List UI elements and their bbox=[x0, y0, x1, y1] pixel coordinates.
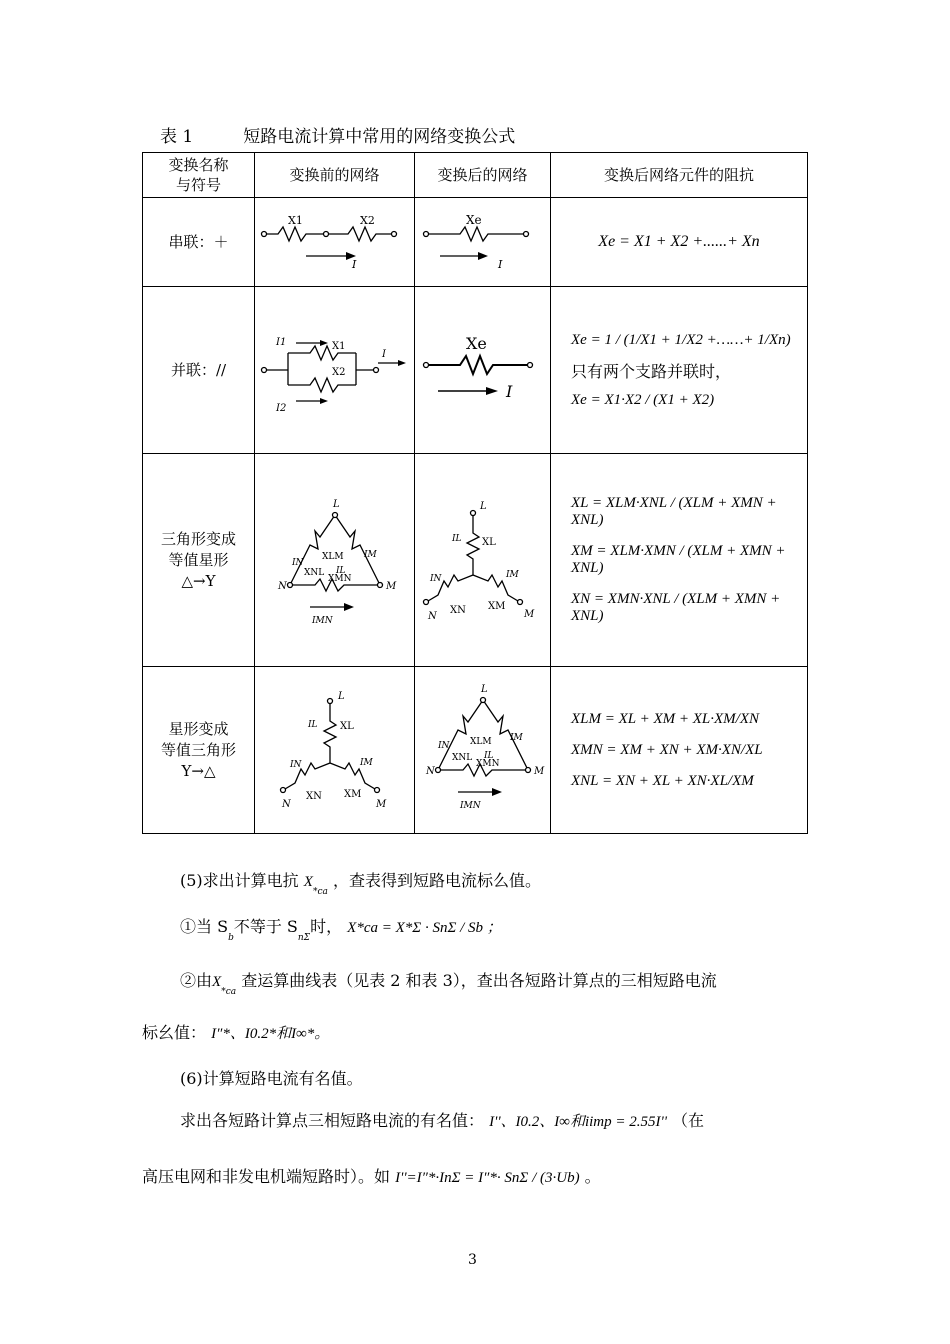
delta-svg bbox=[418, 680, 548, 820]
formula-xlm: XLM = XL + XM + XL·XM/XN bbox=[571, 710, 760, 727]
label-x2: X2 bbox=[359, 214, 375, 227]
p6-text: (6)计算短路电流有名值。 bbox=[180, 1069, 363, 1088]
p5-tail: ，查表得到短路电流标么值。 bbox=[332, 871, 541, 890]
table-row bbox=[143, 667, 808, 834]
header-name-text: 变换名称 与符号 bbox=[168, 156, 229, 194]
p7-a: 求出各短路计算点三相短路电流的有名值： bbox=[180, 1111, 485, 1130]
label-i: I bbox=[381, 349, 386, 360]
delta-star-formulas bbox=[551, 454, 808, 667]
paragraph-c2-line2 bbox=[142, 1020, 329, 1043]
p5-symbol: X bbox=[303, 874, 313, 890]
label-il: IL bbox=[335, 566, 346, 576]
label-l: L bbox=[332, 499, 340, 510]
label-imn: IMN bbox=[311, 616, 333, 626]
header-before: 变换前的网络 bbox=[255, 153, 415, 198]
table-row bbox=[143, 198, 808, 287]
series-before-svg bbox=[256, 212, 414, 272]
label-in: IN bbox=[437, 741, 449, 751]
label-n: N bbox=[281, 799, 291, 810]
label-xnl: XNL bbox=[451, 753, 472, 763]
formula-xm: XM = XLM·XMN / (XLM + XMN + XNL) bbox=[571, 543, 786, 576]
c2-tail: 查运算曲线表（见表 2 和表 3），查出各短路计算点的三相短路电流 bbox=[241, 971, 717, 990]
star-before-diagram bbox=[255, 667, 415, 834]
network-transform-table bbox=[142, 152, 808, 834]
label-n: N bbox=[427, 611, 437, 622]
formula-text: Xe = X1 + X2 +......+ Xn bbox=[598, 233, 760, 250]
label-n: N bbox=[277, 581, 287, 592]
label-xn: XN bbox=[449, 605, 466, 616]
p8-tail: 。 bbox=[584, 1167, 601, 1186]
header-after: 变换后的网络 bbox=[415, 153, 551, 198]
c2-subscript: *ca bbox=[221, 987, 237, 997]
series-before-diagram bbox=[255, 198, 415, 287]
label-in: IN bbox=[289, 760, 301, 770]
c1-e: 时， bbox=[310, 917, 343, 936]
parallel-before-svg bbox=[256, 325, 414, 415]
c1-formula: X*ca = X*Σ · SnΣ / Sb ； bbox=[347, 920, 502, 936]
paragraph-7 bbox=[180, 1108, 704, 1131]
label-im: IM bbox=[505, 570, 519, 580]
table-caption bbox=[160, 122, 515, 147]
star-delta-formulas bbox=[551, 667, 808, 834]
row-name: 串联：＋ bbox=[143, 198, 255, 287]
caption-title: 短路电流计算中常用的网络变换公式 bbox=[243, 127, 516, 147]
label-in: IN bbox=[291, 558, 303, 568]
label-m: M bbox=[375, 799, 386, 810]
c2-a: ②由 bbox=[180, 971, 213, 990]
label-x2: X2 bbox=[331, 367, 345, 378]
label-xe: Xe bbox=[465, 213, 482, 227]
formula-xmn: XMN = XM + XN + XM·XN/XL bbox=[571, 741, 763, 758]
p5-subscript: *ca bbox=[312, 887, 328, 897]
formula-note: 只有两个支路并联时， bbox=[571, 361, 732, 381]
delta-svg bbox=[260, 485, 410, 635]
label-m: M bbox=[533, 766, 544, 777]
c1-c: 不等于 S bbox=[233, 917, 298, 936]
label-xm: XM bbox=[487, 601, 505, 612]
label-i: I bbox=[351, 258, 356, 271]
paragraph-5 bbox=[180, 868, 541, 897]
delta-before-diagram bbox=[255, 454, 415, 667]
formula-text: Xe = 1 / (1/X1 + 1/X2 +……+ 1/Xn) bbox=[571, 331, 791, 348]
label-im: IM bbox=[359, 758, 373, 768]
formula-xnl: XNL = XN + XL + XN·XL/XM bbox=[571, 772, 754, 789]
label-i1: I1 bbox=[275, 337, 286, 348]
label-m: M bbox=[523, 609, 534, 620]
star-svg bbox=[418, 485, 548, 635]
header-impedance: 变换后网络元件的阻抗 bbox=[551, 153, 808, 198]
c1-d: nΣ bbox=[297, 933, 311, 943]
table-row bbox=[143, 454, 808, 667]
label-i: I bbox=[497, 258, 502, 271]
label-xmn: XMN bbox=[475, 759, 499, 769]
series-after-diagram bbox=[415, 198, 551, 287]
p7-tail: （在 bbox=[672, 1111, 705, 1130]
row-name-text: 三角形变成 等值星形 △→Y bbox=[160, 529, 236, 590]
label-xn: XN bbox=[305, 791, 322, 802]
parallel-before-diagram bbox=[255, 287, 415, 454]
formula-text-2: Xe = X1·X2 / (X1 + X2) bbox=[571, 391, 715, 408]
label-m: M bbox=[385, 581, 396, 592]
c2-values: I″*、I0.2*和I∞*。 bbox=[211, 1026, 330, 1042]
c2-symbol: X bbox=[212, 974, 222, 990]
label-x1: X1 bbox=[287, 214, 303, 227]
label-xl: XL bbox=[339, 721, 354, 732]
label-n: N bbox=[425, 766, 435, 777]
row-name-text: 星形变成 等值三角形 Y→△ bbox=[160, 719, 236, 780]
label-xe: Xe bbox=[465, 334, 487, 353]
parallel-formula bbox=[551, 287, 808, 454]
formula-xl: XL = XLM·XNL / (XLM + XMN + XNL) bbox=[571, 495, 777, 528]
label-il: IL bbox=[451, 534, 462, 544]
label-imn: IMN bbox=[459, 801, 481, 811]
label-im: IM bbox=[363, 550, 377, 560]
header-name bbox=[143, 153, 255, 198]
label-i2: I2 bbox=[275, 403, 286, 414]
label-xm: XM bbox=[343, 789, 361, 800]
label-xnl: XNL bbox=[303, 568, 324, 578]
star-after-diagram bbox=[415, 454, 551, 667]
label-x1: X1 bbox=[331, 341, 345, 352]
label-l: L bbox=[479, 501, 487, 512]
table-header-row bbox=[143, 153, 808, 198]
parallel-after-diagram bbox=[415, 287, 551, 454]
row-name bbox=[143, 454, 255, 667]
formula-xn: XN = XMN·XNL / (XLM + XMN + XNL) bbox=[571, 591, 781, 624]
label-i: I bbox=[505, 382, 512, 401]
parallel-after-svg bbox=[418, 325, 548, 415]
paragraph-c1 bbox=[180, 914, 502, 943]
paragraph-8 bbox=[142, 1164, 601, 1187]
page-number: 3 bbox=[468, 1252, 477, 1268]
c1-a: ①当 S bbox=[180, 917, 229, 936]
label-il: IL bbox=[483, 751, 494, 761]
star-svg bbox=[260, 685, 410, 815]
label-xl: XL bbox=[481, 537, 496, 548]
row-name bbox=[143, 667, 255, 834]
label-xmn: XMN bbox=[327, 574, 351, 584]
label-l: L bbox=[337, 691, 345, 702]
delta-after-diagram bbox=[415, 667, 551, 834]
label-l: L bbox=[480, 684, 488, 695]
paragraph-6 bbox=[180, 1066, 363, 1089]
label-il: IL bbox=[307, 720, 318, 730]
label-im: IM bbox=[509, 733, 523, 743]
series-after-svg bbox=[418, 212, 548, 272]
table-row bbox=[143, 287, 808, 454]
p7-values: I''、I0.2、I∞和iimp = 2.55I'' bbox=[489, 1114, 667, 1130]
label-xlm: XLM bbox=[321, 552, 344, 562]
series-formula bbox=[551, 198, 808, 287]
p5-text: (5)求出计算电抗 bbox=[180, 871, 299, 890]
row-name: 并联：// bbox=[143, 287, 255, 454]
p8-a: 高压电网和非发电机端短路时）。如 bbox=[142, 1167, 391, 1186]
c1-b: b bbox=[228, 933, 234, 943]
c2-line2: 标幺值： bbox=[142, 1023, 207, 1042]
paragraph-c2 bbox=[180, 968, 717, 997]
caption-number: 表 1 bbox=[160, 127, 194, 147]
label-in: IN bbox=[429, 574, 441, 584]
p8-math: I''=I″*·InΣ = I″*· SnΣ / (3·Ub) bbox=[395, 1170, 580, 1186]
label-xlm: XLM bbox=[469, 737, 492, 747]
